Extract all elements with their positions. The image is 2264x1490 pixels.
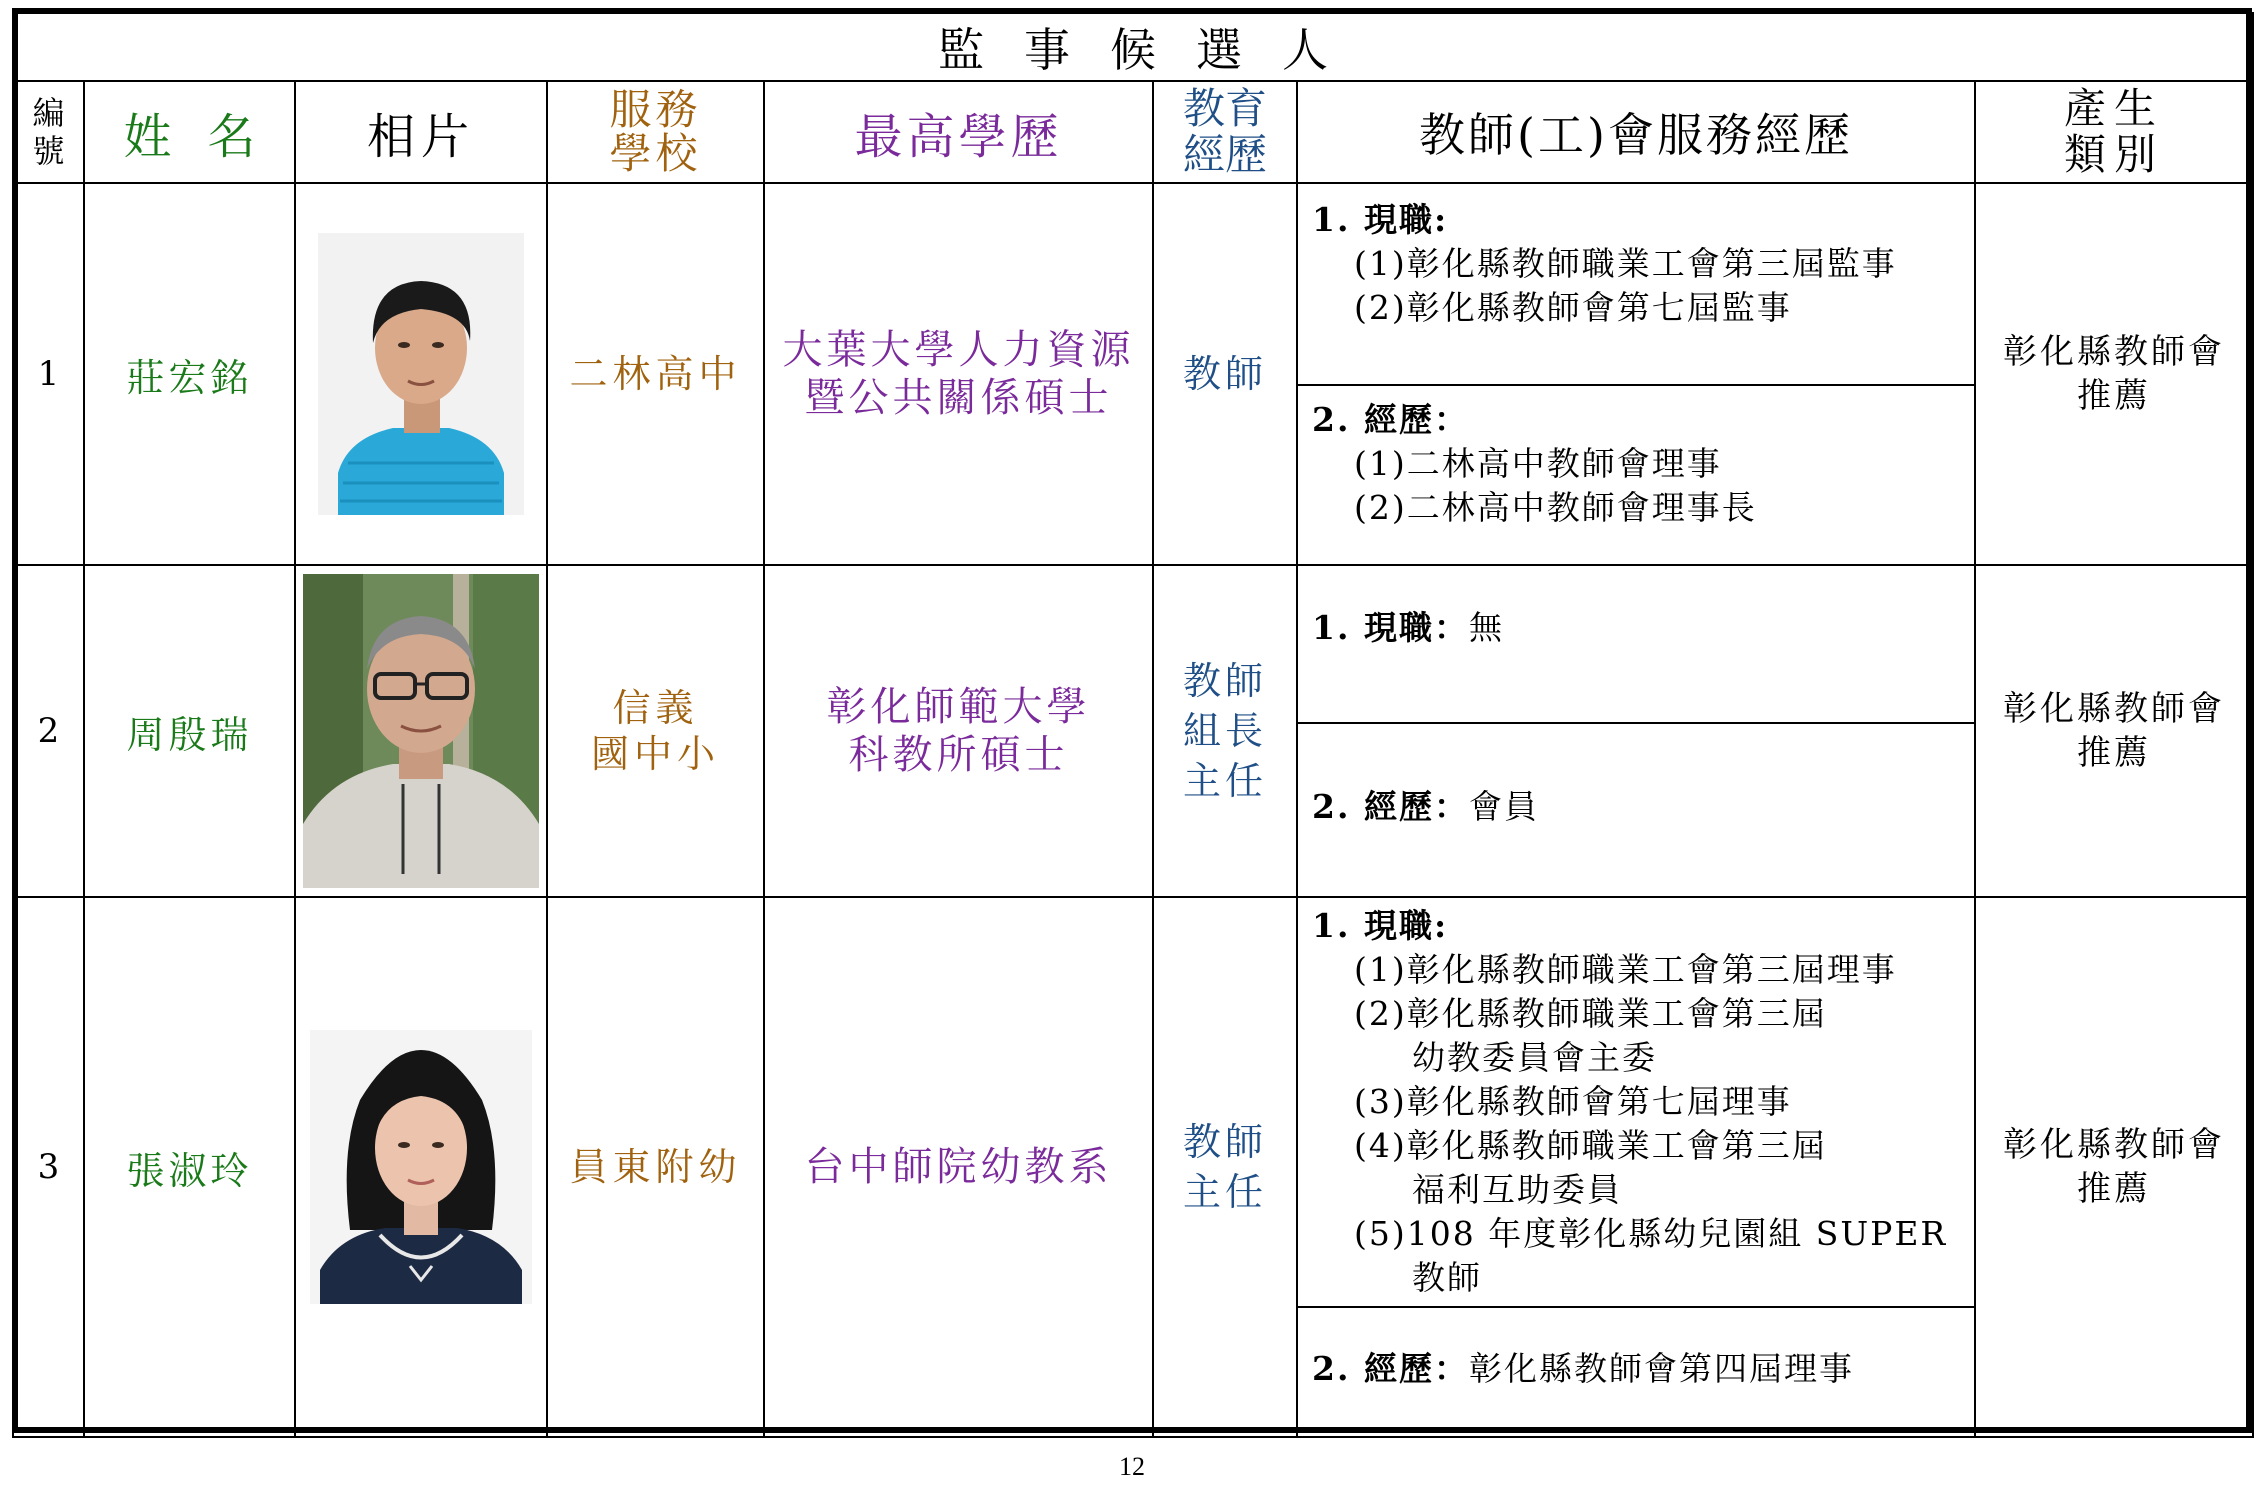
candidate-name: 莊宏銘 (84, 183, 295, 565)
header-school: 服務 學校 (547, 81, 764, 183)
past-experience: 2. 經歷：會員 (1297, 723, 1975, 897)
candidate-education: 大葉大學人力資源 暨公共關係碩士 (764, 183, 1153, 565)
header-photo: 相片 (295, 81, 547, 183)
header-row (13, 81, 2253, 183)
table-row (13, 897, 2253, 1307)
candidate-type: 彰化縣教師會 推薦 (1975, 183, 2253, 565)
candidate-type: 彰化縣教師會 推薦 (1975, 897, 2253, 1437)
header-service: 教師(工)會服務經歷 (1297, 81, 1975, 183)
candidate-teaching: 教師 組長 主任 (1153, 565, 1297, 897)
current-position: 1. 現職: (1)彰化縣教師職業工會第三屆理事 (2)彰化縣教師職業工會第三屆 幼教委員會主委 (3)彰化縣教師會第七屆理事 (4)彰化縣教師職業工會第三屆 福利互助委員 (5)108 年度彰化縣幼兒園組 SUPER 教師 (1297, 897, 1975, 1307)
header-name: 姓名 (84, 81, 295, 183)
candidate-photo (318, 233, 524, 515)
candidate-education: 台中師院幼教系 (764, 897, 1153, 1437)
candidate-name: 張淑玲 (84, 897, 295, 1437)
candidate-teaching: 教師 主任 (1153, 897, 1297, 1437)
header-teaching: 教育 經歷 (1153, 81, 1297, 183)
candidate-photo-cell (295, 565, 547, 897)
header-education: 最高學歷 (764, 81, 1153, 183)
candidate-photo (303, 574, 539, 888)
candidate-education: 彰化師範大學 科教所碩士 (764, 565, 1153, 897)
header-num: 編 號 (13, 81, 84, 183)
table-title (13, 13, 2253, 81)
current-position: 1. 現職：無 (1297, 565, 1975, 723)
candidate-teaching: 教師 (1153, 183, 1297, 565)
past-experience: 2. 經歷： (1)二林高中教師會理事 (2)二林高中教師會理事長 (1297, 385, 1975, 565)
candidate-photo (310, 1030, 532, 1304)
candidate-type: 彰化縣教師會 推薦 (1975, 565, 2253, 897)
candidate-photo-cell (295, 183, 547, 565)
candidate-table (12, 12, 2254, 1438)
title-text: 監事候選人 (938, 23, 1368, 77)
past-experience: 2. 經歷：彰化縣教師會第四屆理事 (1297, 1307, 1975, 1437)
candidate-num: 1 (13, 183, 84, 565)
candidate-school: 信義 國中小 (547, 565, 764, 897)
header-type: 產生 類別 (1975, 81, 2253, 183)
candidate-school: 二林高中 (547, 183, 764, 565)
candidate-num: 3 (13, 897, 84, 1437)
table-row (13, 565, 2253, 723)
candidate-school: 員東附幼 (547, 897, 764, 1437)
table-row (13, 183, 2253, 385)
page-number: 12 (1119, 1452, 1145, 1481)
candidate-photo-cell (295, 897, 547, 1437)
candidate-num: 2 (13, 565, 84, 897)
candidate-name: 周殷瑞 (84, 565, 295, 897)
current-position: 1. 現職: (1)彰化縣教師職業工會第三屆監事 (2)彰化縣教師會第七屆監事 (1297, 183, 1975, 385)
